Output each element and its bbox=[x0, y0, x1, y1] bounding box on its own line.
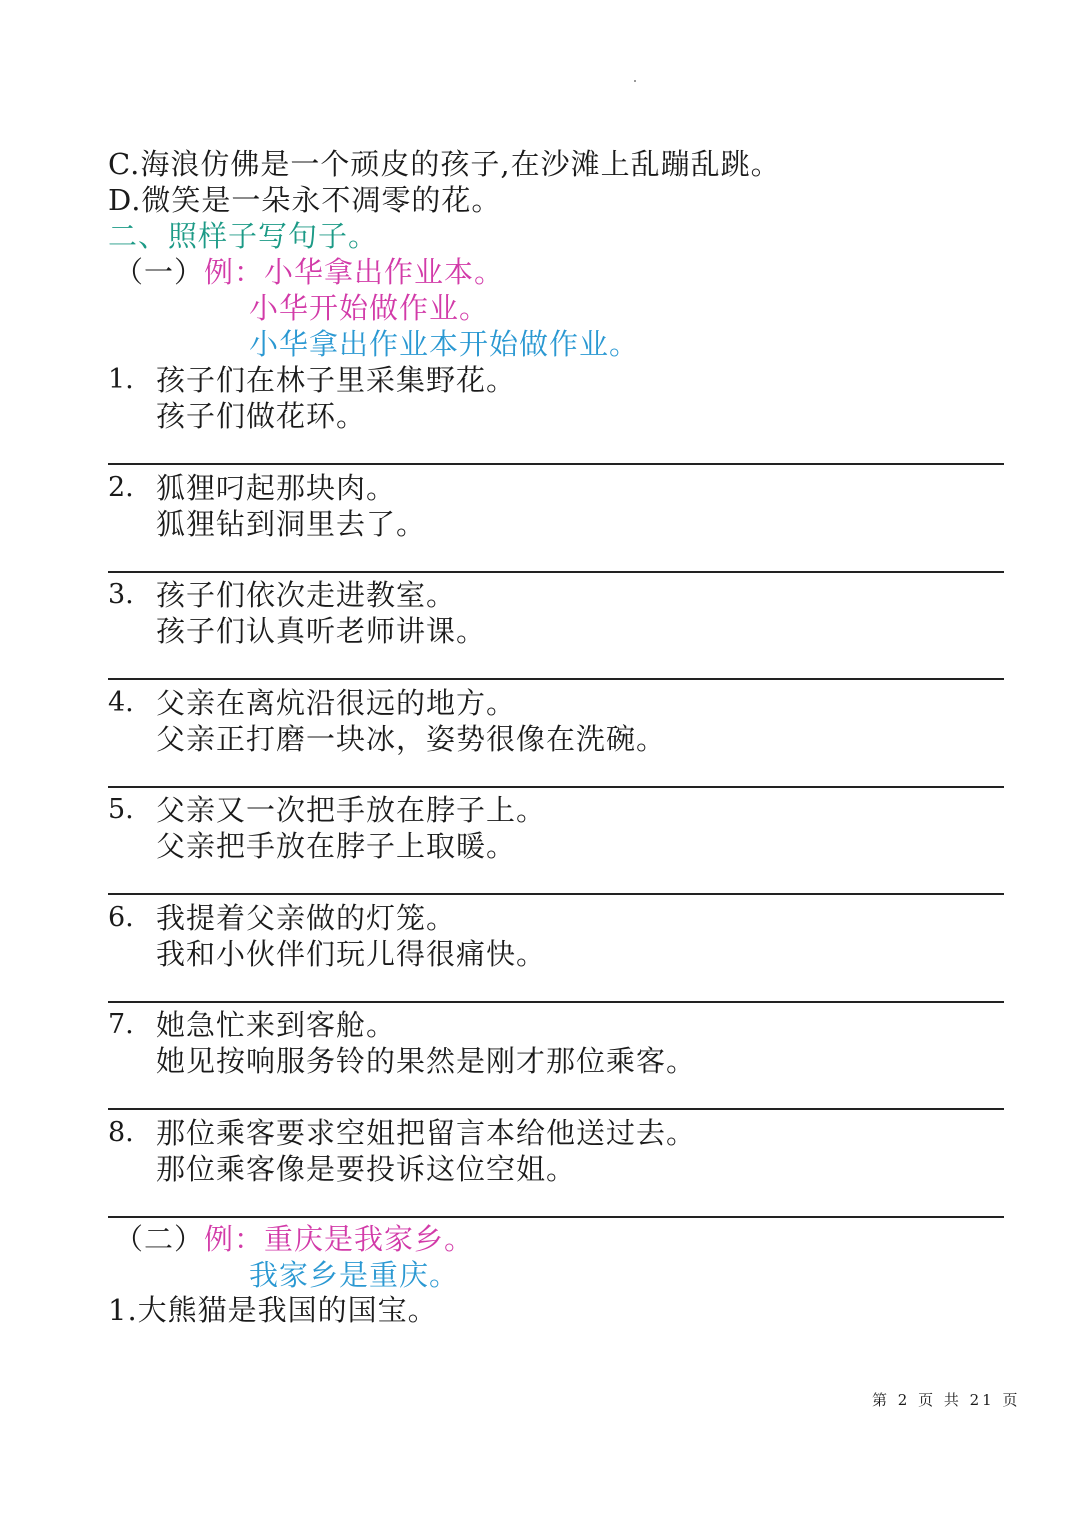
question-sentence-2: 那位乘客像是要投诉这位空姐。 bbox=[156, 1152, 577, 1186]
section-title: 二、照样子写句子。 bbox=[108, 219, 379, 253]
part1-example-label: 例： bbox=[204, 255, 265, 289]
question-sentence-1: 那位乘客要求空姐把留言本给他送过去。 bbox=[156, 1116, 697, 1150]
answer-line[interactable] bbox=[108, 678, 1004, 680]
question-sentence-1: 孩子们在林子里采集野花。 bbox=[156, 363, 517, 397]
question-sentence-1: 父亲又一次把手放在脖子上。 bbox=[156, 793, 547, 827]
part2-example-label: 例： bbox=[204, 1222, 265, 1256]
answer-line[interactable] bbox=[108, 1001, 1004, 1003]
question-number: 8. bbox=[108, 1117, 134, 1148]
answer-line[interactable] bbox=[108, 893, 1004, 895]
question-number: 7. bbox=[108, 1009, 134, 1040]
part1-example-line1: 小华拿出作业本。 bbox=[264, 255, 505, 289]
answer-line[interactable] bbox=[108, 1216, 1004, 1218]
question-sentence-2: 孩子们认真听老师讲课。 bbox=[156, 614, 487, 648]
question-sentence-2: 父亲把手放在脖子上取暖。 bbox=[156, 829, 517, 863]
answer-line[interactable] bbox=[108, 463, 1004, 465]
question-sentence-2: 父亲正打磨一块冰，姿势很像在洗碗。 bbox=[156, 722, 667, 756]
part1-label: （一） bbox=[114, 255, 205, 289]
page-footer: 第 2 页 共 21 页 bbox=[872, 1391, 1021, 1409]
question-number: 1. bbox=[108, 364, 134, 395]
question-number: 5. bbox=[108, 794, 134, 825]
answer-line[interactable] bbox=[108, 571, 1004, 573]
question-sentence-1: 她急忙来到客舱。 bbox=[156, 1008, 397, 1042]
question-sentence-1: 我提着父亲做的灯笼。 bbox=[156, 901, 457, 935]
option-c: C.海浪仿佛是一个顽皮的孩子,在沙滩上乱蹦乱跳。 bbox=[108, 147, 781, 181]
part2-question-1: 1.大熊猫是我国的国宝。 bbox=[108, 1293, 438, 1327]
option-d: D.微笑是一朵永不凋零的花。 bbox=[108, 183, 502, 217]
part1-example bbox=[114, 254, 504, 290]
scan-dot bbox=[634, 80, 636, 82]
answer-line[interactable] bbox=[108, 786, 1004, 788]
question-number: 3. bbox=[108, 579, 134, 610]
question-sentence-2: 孩子们做花环。 bbox=[156, 399, 367, 433]
part2-example-answer: 我家乡是重庆。 bbox=[249, 1258, 460, 1292]
part2-label: （二） bbox=[114, 1222, 205, 1256]
question-number: 4. bbox=[108, 687, 134, 718]
question-sentence-1: 孩子们依次走进教室。 bbox=[156, 578, 457, 612]
question-sentence-1: 父亲在离炕沿很远的地方。 bbox=[156, 686, 517, 720]
answer-line[interactable] bbox=[108, 1108, 1004, 1110]
part2-example-line1: 重庆是我家乡。 bbox=[264, 1222, 475, 1256]
question-number: 6. bbox=[108, 902, 134, 933]
part2-example bbox=[114, 1221, 474, 1257]
part1-example-line2: 小华开始做作业。 bbox=[249, 291, 490, 325]
question-sentence-2: 我和小伙伴们玩儿得很痛快。 bbox=[156, 937, 547, 971]
question-sentence-1: 狐狸叼起那块肉。 bbox=[156, 471, 397, 505]
question-sentence-2: 她见按响服务铃的果然是刚才那位乘客。 bbox=[156, 1044, 697, 1078]
question-number: 2. bbox=[108, 472, 134, 503]
part1-example-answer: 小华拿出作业本开始做作业。 bbox=[249, 327, 640, 361]
question-sentence-2: 狐狸钻到洞里去了。 bbox=[156, 507, 427, 541]
